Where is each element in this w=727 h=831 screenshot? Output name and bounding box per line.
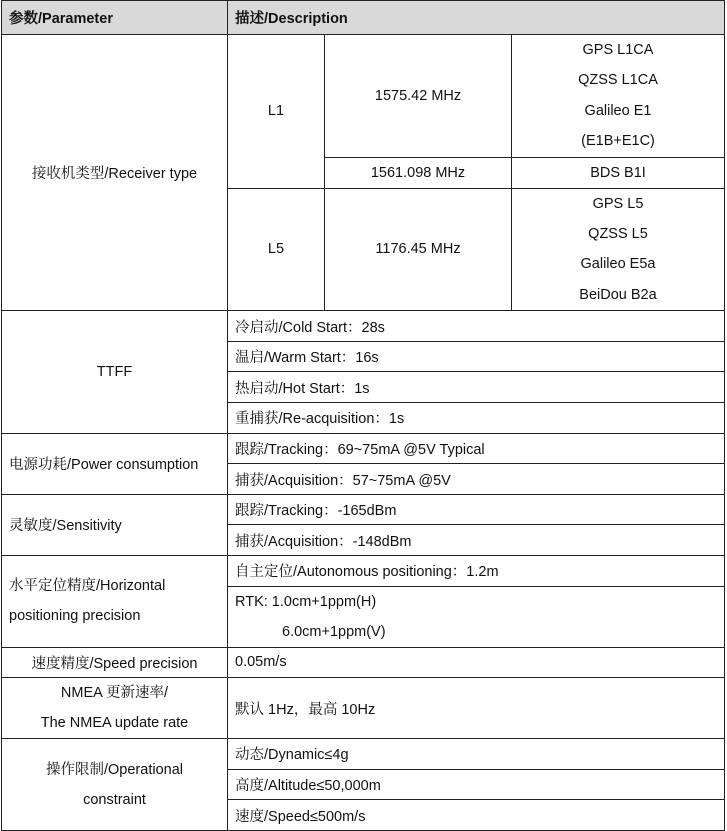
op-label [2, 739, 228, 831]
op-altitude: 高度/Altitude≤50,000m [228, 769, 725, 800]
sensitivity-acquisition: 捕获/Acquisition：-148dBm [228, 525, 725, 556]
nmea-label-line1: NMEA 更新速率/ [60, 685, 169, 702]
power-label: 电源功耗/Power consumption [2, 433, 228, 494]
nmea-value: 默认 1Hz，最高 10Hz [228, 678, 725, 739]
table-header-row [2, 1, 725, 35]
table-row [2, 556, 725, 587]
receiver-type-label: 接收机类型/Receiver type [2, 35, 228, 311]
hpos-label-line1: 水平定位精度/Horizontal [9, 578, 166, 595]
power-tracking: 跟踪/Tracking：69~75mA @5V Typical [228, 433, 725, 464]
header-parameter: 参数/Parameter [2, 1, 228, 35]
system-item: Galileo E1 [584, 102, 652, 119]
rtk-vertical: 6.0cm+1ppm(V) [282, 623, 386, 640]
hpos-rtk [228, 586, 725, 647]
speed-value: 0.05m/s [228, 647, 725, 678]
op-label-line2: constraint [83, 791, 146, 808]
table-row [2, 433, 725, 464]
system-item: QZSS L1CA [578, 72, 658, 89]
freq-l1-bds: 1561.098 MHz [325, 157, 512, 188]
l5-systems [512, 188, 725, 311]
table-row [2, 647, 725, 678]
header-description: 描述/Description [228, 1, 725, 35]
freq-l5: 1176.45 MHz [325, 188, 512, 311]
table-row [2, 35, 725, 158]
nmea-label [2, 678, 228, 739]
band-l1: L1 [228, 35, 325, 189]
table-row [2, 739, 725, 770]
power-acquisition: 捕获/Acquisition：57~75mA @5V [228, 464, 725, 495]
freq-l1-gps: 1575.42 MHz [325, 35, 512, 158]
op-label-line1: 操作限制/Operational [46, 761, 183, 778]
system-item: Galileo E5a [580, 256, 656, 273]
ttff-reacquisition: 重捕获/Re-acquisition：1s [228, 403, 725, 434]
band-l5: L5 [228, 188, 325, 311]
system-item: (E1B+E1C) [581, 133, 655, 150]
rtk-horizontal: RTK: 1.0cm+1ppm(H) [235, 593, 377, 610]
table-row [2, 494, 725, 525]
speed-label: 速度精度/Speed precision [2, 647, 228, 678]
system-item: GPS L1CA [582, 42, 654, 58]
nmea-label-line2: The NMEA update rate [40, 715, 189, 732]
sensitivity-tracking: 跟踪/Tracking：-165dBm [228, 494, 725, 525]
ttff-warm-start: 温启/Warm Start：16s [228, 341, 725, 372]
ttff-cold-start: 冷启动/Cold Start：28s [228, 311, 725, 342]
system-item: QZSS L5 [588, 226, 648, 243]
system-item: BeiDou B2a [579, 286, 657, 303]
hpos-label-line2: positioning precision [9, 608, 141, 625]
l1-systems [512, 35, 725, 158]
sensitivity-label: 灵敏度/Sensitivity [2, 494, 228, 555]
table-row [2, 678, 725, 739]
hpos-label [2, 556, 228, 648]
op-speed: 速度/Speed≤500m/s [228, 800, 725, 831]
spec-table [1, 0, 725, 831]
table-row [2, 311, 725, 342]
system-bds-b1i: BDS B1I [512, 157, 725, 188]
ttff-label: TTFF [2, 311, 228, 433]
system-item: GPS L5 [592, 195, 644, 212]
ttff-hot-start: 热启动/Hot Start：1s [228, 372, 725, 403]
hpos-autonomous: 自主定位/Autonomous positioning：1.2m [228, 556, 725, 587]
op-dynamic: 动态/Dynamic≤4g [228, 739, 725, 770]
